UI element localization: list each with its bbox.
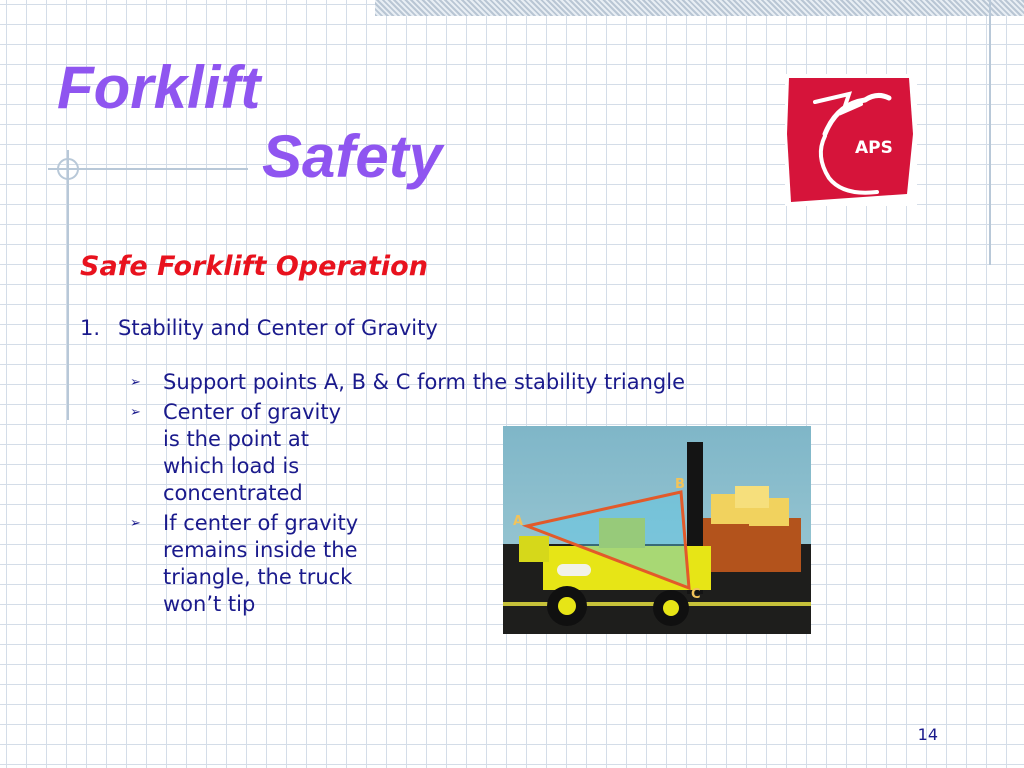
item-number: 1. [80, 316, 101, 340]
left-vertical-rule [67, 150, 69, 420]
bullet-line: won’t tip [163, 592, 256, 616]
arrow-bullet-icon: ➢ [130, 375, 141, 390]
ring-ornament-icon [57, 158, 79, 180]
page-number: 14 [917, 725, 938, 744]
aps-logo [785, 74, 917, 206]
bullet-line: Support points A, B & C form the stability triangle [163, 370, 686, 394]
item-title: Stability and Center of Gravity [118, 316, 438, 340]
bullet-line: triangle, the truck [163, 565, 353, 589]
slide-title-line-2: Safety [262, 123, 443, 190]
arrow-bullet-icon: ➢ [130, 405, 141, 420]
point-c-label: C [691, 587, 701, 602]
point-a-label: A [513, 514, 524, 529]
right-vertical-rule [989, 0, 991, 265]
bullet-line: which load is [163, 454, 300, 478]
point-b-label: B [675, 477, 685, 492]
numbered-item [80, 316, 438, 340]
forklift-stability-illustration [503, 426, 811, 634]
bullet-line: concentrated [163, 481, 303, 505]
slide-title-line-1: Forklift [57, 54, 261, 121]
bullet-line: is the point at [163, 427, 309, 451]
top-decorative-band [375, 0, 1024, 16]
aps-logo-text: APS [855, 138, 893, 158]
section-heading: Safe Forklift Operation [80, 251, 428, 282]
arrow-bullet-icon: ➢ [130, 516, 141, 531]
bullet-item [130, 369, 685, 396]
bullet-line: Center of gravity [163, 400, 342, 424]
bullet-line: If center of gravity [163, 511, 359, 535]
bullet-line: remains inside the [163, 538, 358, 562]
